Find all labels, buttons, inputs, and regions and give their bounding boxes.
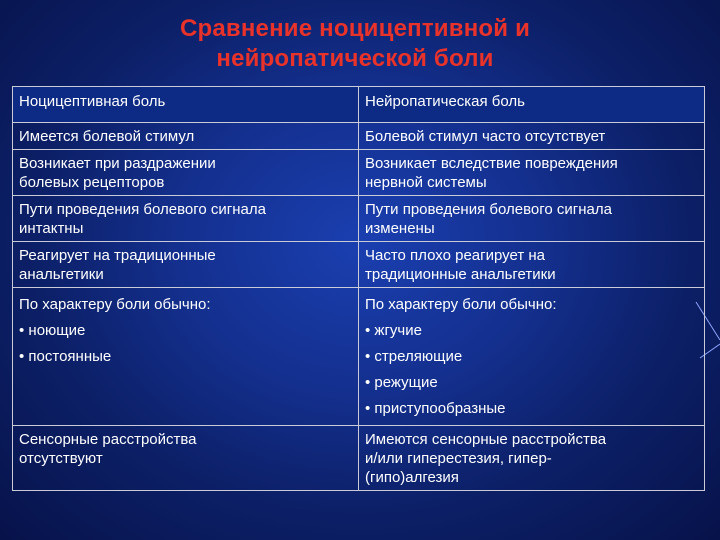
- bullet-item: • постоянные: [19, 348, 112, 365]
- cell-left: [13, 123, 359, 150]
- cell-text: и/или гиперестезия, гипер-: [365, 450, 552, 467]
- table-row: [13, 196, 705, 242]
- cell-text: анальгетики: [19, 266, 104, 283]
- cell-text: По характеру боли обычно:: [365, 296, 557, 313]
- table-row: [13, 288, 705, 426]
- cell-left: [13, 288, 359, 426]
- bullet-item: • ноющие: [19, 322, 86, 339]
- cell-text: Возникает вследствие повреждения: [365, 155, 618, 172]
- cell-left: [13, 426, 359, 491]
- slide-title: [0, 14, 710, 74]
- table-row: [13, 426, 705, 491]
- header-neuropathic: Нейропатическая боль: [359, 87, 705, 123]
- cell-left: [13, 242, 359, 288]
- cell-right: [359, 288, 705, 426]
- cell-text: Сенсорные расстройства: [19, 431, 197, 448]
- cell-right: [359, 196, 705, 242]
- cell-text: По характеру боли обычно:: [19, 296, 211, 313]
- cell-text: (гипо)алгезия: [365, 469, 459, 486]
- cell-text: нервной системы: [365, 174, 487, 191]
- title-line-2: нейропатической боли: [216, 45, 494, 72]
- cell-right: [359, 426, 705, 491]
- cell-text: Имеются сенсорные расстройства: [365, 431, 607, 448]
- cell-text: традиционные анальгетики: [365, 266, 556, 283]
- cell-text: Часто плохо реагирует на: [365, 247, 545, 264]
- table-row: [13, 123, 705, 150]
- cell-left: [13, 196, 359, 242]
- cell-right: [359, 150, 705, 196]
- cell-left: [13, 150, 359, 196]
- cell-text: изменены: [365, 220, 435, 237]
- cell-text: Пути проведения болевого сигнала: [365, 201, 612, 218]
- bullet-item: • жгучие: [365, 322, 422, 339]
- bullet-item: • стреляющие: [365, 348, 463, 365]
- bullet-item: • приступообразные: [365, 400, 506, 417]
- cell-text: Пути проведения болевого сигнала: [19, 201, 266, 218]
- cell-text: Возникает при раздражении: [19, 155, 216, 172]
- table-row: [13, 242, 705, 288]
- cell-text: болевых рецепторов: [19, 174, 165, 191]
- bullet-item: • режущие: [365, 374, 438, 391]
- cell-text: отсутствуют: [19, 450, 103, 467]
- table-row: [13, 150, 705, 196]
- cell-text: Болевой стимул часто отсутствует: [365, 128, 606, 145]
- comparison-table: [12, 86, 705, 491]
- cell-text: интактны: [19, 220, 84, 237]
- cell-right: [359, 242, 705, 288]
- cell-text: Имеется болевой стимул: [19, 128, 195, 145]
- header-nociceptive: Ноцицептивная боль: [13, 87, 359, 123]
- header-row: [13, 87, 705, 123]
- cell-text: Реагирует на традиционные: [19, 247, 216, 264]
- title-line-1: Сравнение ноцицептивной и: [179, 15, 531, 42]
- cell-right: [359, 123, 705, 150]
